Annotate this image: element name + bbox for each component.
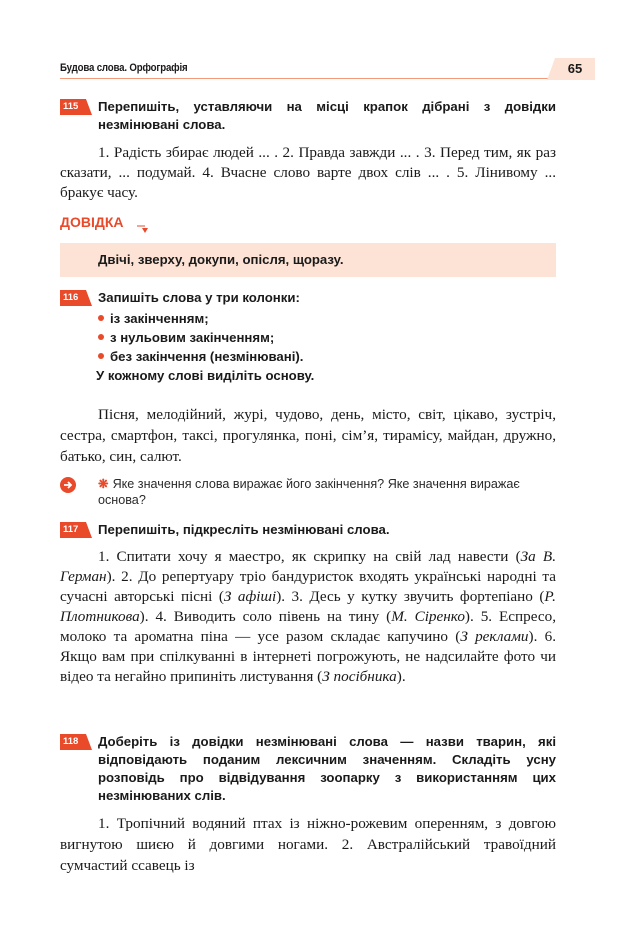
asterisk-icon: ❋	[98, 477, 109, 491]
task-instruction-secondary: У кожному слові виділіть основу.	[96, 368, 315, 383]
task-number-badge: 115	[60, 99, 86, 115]
task-instruction: Перепишіть, уставляючи на місці крапок дібрані з довідки незмінювані слова.	[98, 99, 556, 132]
page-header	[60, 58, 595, 80]
task-number-badge: 118	[60, 734, 86, 750]
arrow-right-icon	[60, 477, 76, 493]
list-item: без закінчення (незмінювані).	[98, 347, 556, 366]
task-text: 1. Спитати хочу я маестро, як скрипку на свій лад навести (За В. Герман). 2. До репертуару тріо бандуристок входять українські народні та сучасні авторські пісні (З афіші). 3. Десь у кутку звучить фортепіано (Р. Плотникова). 4. Виводить соло півень на тину (М. Сіренко). 5. Еспресо, молоко та ароматна піна — усе разом складає капучино (З реклами). 6. Якщо вам при спілкуванні в інтернеті погрожують, не надсилайте фото чи відео та негайно припиніть листування (З посібника).	[60, 548, 557, 685]
bullet-icon	[98, 315, 104, 321]
reference-words: Двічі, зверху, докупи, опісля, щоразу.	[98, 252, 344, 267]
task-number-badge: 116	[60, 290, 86, 306]
page-number: 65	[555, 58, 595, 80]
task-instruction: Перепишіть, підкресліть незмінювані слова.	[98, 522, 390, 537]
bullet-icon	[98, 334, 104, 340]
task-text: 1. Радість збирає людей ... . 2. Правда завжди ... . 3. Перед тим, як раз сказати, ... подумай. 4. Вчасне слово варте двох слів ... . 5. Лінивому ... бракує часу.	[60, 144, 556, 201]
task-117	[60, 521, 556, 687]
task-115	[60, 98, 556, 203]
reference-label: ДОВІДКА	[60, 214, 124, 230]
bullet-icon	[98, 353, 104, 359]
arrow-down-icon	[137, 224, 149, 234]
task-number-badge: 117	[60, 522, 86, 538]
task-instruction: Доберіть із довідки незмінювані слова — назви тварин, які відповідають поданим лексичним значенням. Складіть усну розповідь про відвідування зоопарку з використанням цих незмінюваних слів.	[98, 734, 556, 803]
header-rule	[60, 78, 555, 79]
task-instruction: Запишіть слова у три колонки:	[98, 290, 300, 305]
chapter-title: Будова слова. Орфографія	[60, 62, 188, 74]
task-118	[60, 733, 556, 876]
column-list	[98, 309, 556, 366]
list-item: з нульовим закінченням;	[98, 328, 556, 347]
task-text: Пісня, мелодійний, журі, чудово, день, місто, світ, цікаво, зустріч, сестра, смартфон, таксі, прогулянка, поні, сім’я, тирамісу, майдан, дружно, батько, син, салют.	[60, 406, 556, 465]
task-116	[60, 289, 556, 467]
task-text: 1. Тропічний водяний птах із ніжно-рожевим оперенням, з довгою вигнутою шиєю й довгими ногами. 2. Австралійський травоїдний сумчастий ссавець із	[60, 815, 556, 874]
list-item: із закінченням;	[98, 309, 556, 328]
question-block	[60, 476, 556, 508]
question-text: ❋ Яке значення слова виражає його закінчення? Яке значення виражає основа?	[98, 477, 520, 507]
